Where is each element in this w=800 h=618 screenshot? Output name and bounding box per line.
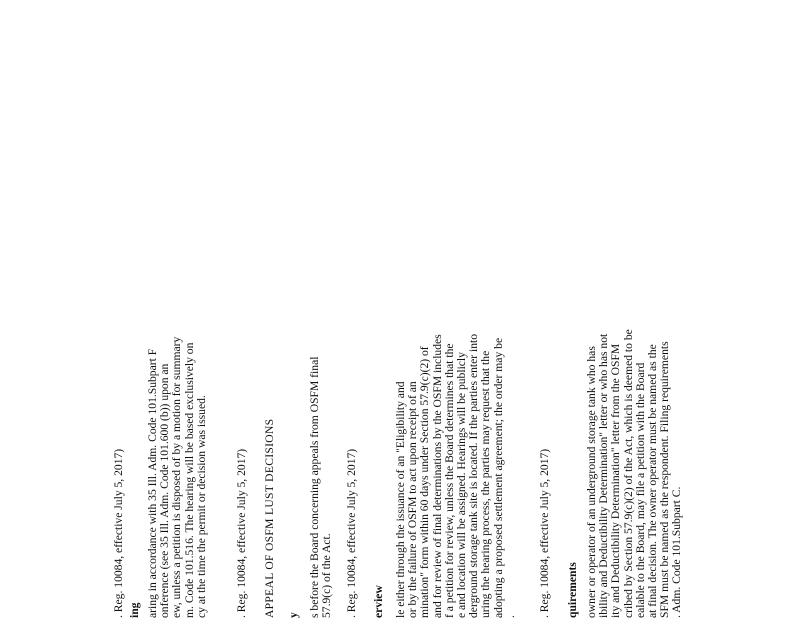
paragraph-4-line: at final decision. The owner operator must be named as the (645, 344, 659, 618)
paragraph-3-line: le either through the issuance of an "Eligibility and (394, 381, 407, 618)
paragraph-4-line: owner or operator of an underground storage tank who has (585, 346, 598, 618)
paragraph-4-line: SFM must be named as the respondent. Filing requirements (658, 341, 672, 618)
paragraph-3-line: mination" form within 60 days under Section 57.9(c)(2) of (418, 346, 432, 618)
paragraph-1 (147, 0, 208, 618)
paragraph-4-line: ity and Deductibility Determination" letter from the OSFM (609, 343, 623, 618)
paragraph-3-line: . (503, 615, 517, 618)
paragraph-1-line: ew, unless a petition is disposed of by a motion for summary (170, 336, 184, 618)
paragraph-2-line: s before the Board concerning appeals from OSFM final (308, 356, 321, 618)
paragraph-3-line: adopting a proposed settlement agreement; the order may be (491, 337, 505, 618)
paragraph-4-line: ibility and Deductibility Determination" letter or who has not (597, 333, 611, 618)
paragraph-3-line: e and location will be assigned. Hearings will be publicly (454, 352, 468, 618)
heading-1: ing (128, 602, 141, 618)
heading-4: erview (372, 585, 385, 618)
source-note-4: . Reg. 10084, effective July 5, 2017) (538, 448, 551, 618)
paragraph-4 (586, 0, 684, 618)
paragraph-3-line: f a petition for review, unless the Board determines that the (442, 343, 456, 618)
paragraph-1-line: m. Code 101.516. The hearing will be based exclusively on (182, 342, 196, 618)
paragraph-2 (309, 0, 333, 618)
paragraph-1-line: cy at the time the permit or decision was issued. (194, 395, 208, 618)
paragraph-4-line: cribed by Section 57.9(c)(2) of the Act, which is deemed to be (621, 329, 635, 618)
paragraph-3-line: uring the hearing process, the parties may request that the (479, 350, 493, 618)
paragraph-3-line: derground storage tank site is located. If the parties enter into (467, 333, 481, 618)
paragraph-2-line: 57.9(c) of the Act. (320, 533, 334, 618)
paragraph-1-line: onference (see 35 Ill. Adm. Code 101.600 (b)) upon an (158, 363, 172, 618)
source-note-3: . Reg. 10084, effective July 5, 2017) (345, 448, 358, 618)
paragraph-3 (395, 0, 517, 618)
paragraph-4-line: . Adm. Code 101.Subpart C. (670, 486, 684, 618)
paragraph-4-line: ealable to the Board, may file a petition with the Board (633, 362, 647, 618)
source-note-1: . Reg. 10084, effective July 5, 2017) (112, 448, 125, 618)
heading-2: APPEAL OF OSFM LUST DECISIONS (263, 418, 276, 618)
paragraph-3-line: and for review of final determinations by the OSFM includes (430, 334, 444, 618)
source-note-2: . Reg. 10084, effective July 5, 2017) (235, 448, 248, 618)
heading-5: quirements (566, 562, 579, 618)
heading-3: y (287, 612, 300, 618)
paragraph-3-line: or by the failure of OSFM to act upon receipt of an (406, 381, 420, 618)
paragraph-1-line: aring in accordance with 35 Ill. Adm. Code 101.Subpart F (146, 348, 159, 618)
